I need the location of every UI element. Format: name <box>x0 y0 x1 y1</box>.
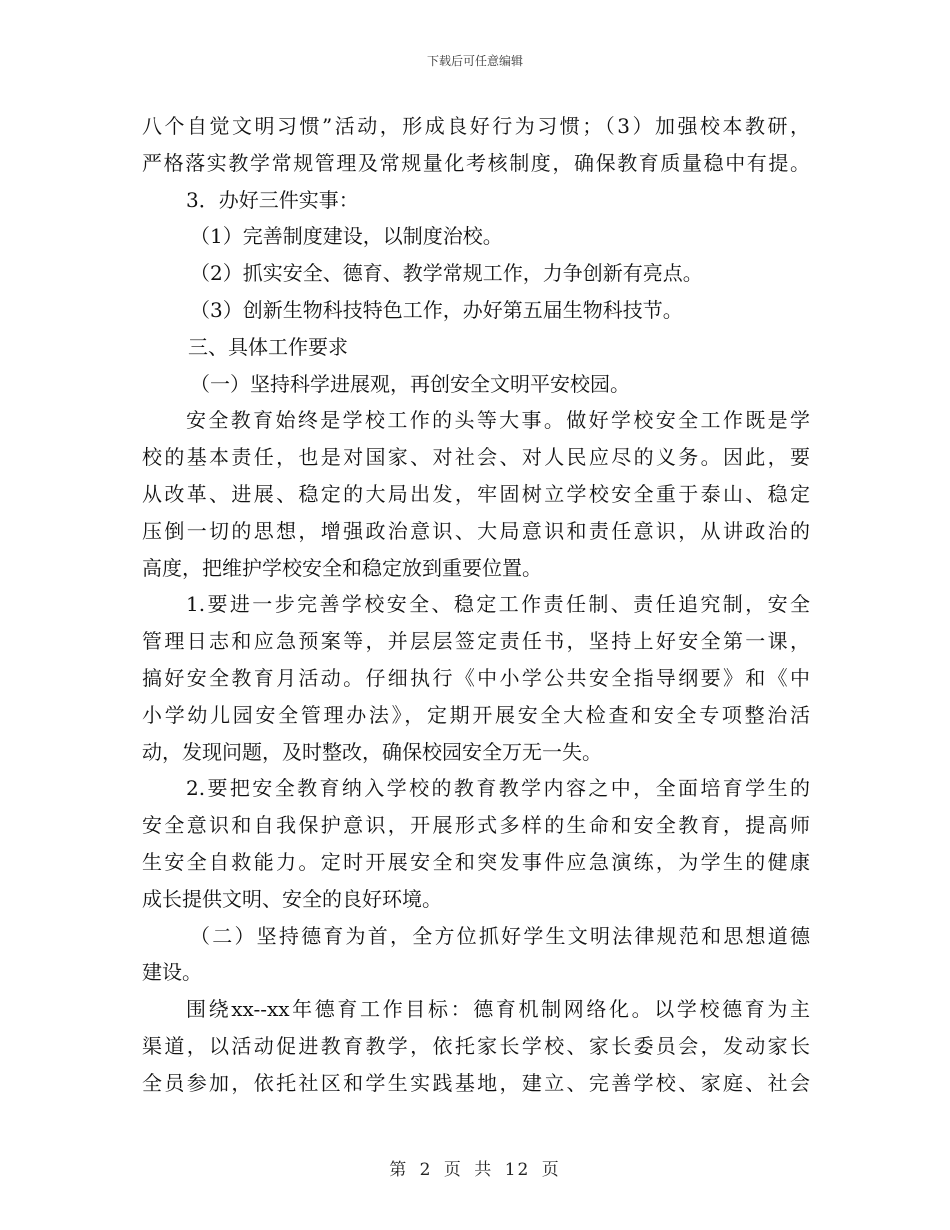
text-line: 2.要把安全教育纳入学校的教育教学内容之中，全面培育学生的 <box>186 776 810 801</box>
text-line: 压倒一切的思想，增强政治意识、大局意识和责任意识，从讲政治的 <box>142 518 810 543</box>
text-line: 管理日志和应急预案等，并层层签定责任书，坚持上好安全第一课， <box>142 629 810 654</box>
text-line: 严格落实教学常规管理及常规量化考核制度，确保教育质量稳中有提。 <box>142 150 810 175</box>
text-line: 八个自觉文明习惯”活动，形成良好行为习惯；（3）加强校本教研， <box>142 114 810 138</box>
text-line: 1.要进一步完善学校安全、稳定工作责任制、责任追究制，安全 <box>186 592 810 617</box>
text-line: （3）创新生物科技特色工作，办好第五届生物科技节。 <box>190 297 683 322</box>
page-footer: 第 2 页 共 12 页 <box>389 1160 561 1180</box>
section-heading: 三、具体工作要求 <box>188 334 348 359</box>
text-line: 全员参加，依托社区和学生实践基地，建立、完善学校、家庭、社会 <box>142 1070 810 1095</box>
text-line: 安全教育始终是学校工作的头等大事。做好学校安全工作既是学 <box>186 408 810 433</box>
text-line: 生安全自救能力。定时开展安全和突发事件应急演练，为学生的健康 <box>142 849 810 874</box>
text-line: 3．办好三件实事： <box>186 187 359 212</box>
text-line: 从改革、进展、稳定的大局出发，牢固树立学校安全重于泰山、稳定 <box>142 481 810 506</box>
subsection-heading: （一）坚持科学进展观，再创安全文明平安校园。 <box>190 371 630 396</box>
text-line: 校的基本责任，也是对国家、对社会、对人民应尽的义务。因此，要 <box>142 445 810 470</box>
text-line: 高度，把维护学校安全和稳定放到重要位置。 <box>142 555 542 580</box>
text-line: 渠道，以活动促进教育教学，依托家长学校、家长委员会，发动家长 <box>142 1033 810 1058</box>
text-line: 安全意识和自我保护意识，开展形式多样的生命和安全教育，提高师 <box>142 813 810 838</box>
text-line: 小学幼儿园安全管理办法》，定期开展安全大检查和安全专项整治活 <box>142 702 810 727</box>
subsection-heading: 建设。 <box>142 960 202 985</box>
page-header: 下载后可任意编辑 <box>426 54 523 68</box>
text-line: 动，发现问题，及时整改，确保校园安全万无一失。 <box>142 739 602 764</box>
subsection-heading: （二）坚持德育为首，全方位抓好学生文明法律规范和思想道德 <box>190 923 810 948</box>
text-line: 成长提供文明、安全的良好环境。 <box>142 886 442 911</box>
document-body <box>142 108 810 1102</box>
text-line: （2）抓实安全、德育、教学常规工作，力争创新有亮点。 <box>190 261 703 286</box>
text-line: 搞好安全教育月活动。仔细执行《中小学公共安全指导纲要》和《中 <box>142 665 810 690</box>
text-line: （1）完善制度建设，以制度治校。 <box>190 224 503 249</box>
text-line: 围绕xx--xx年德育工作目标：德育机制网络化。以学校德育为主 <box>186 997 810 1022</box>
